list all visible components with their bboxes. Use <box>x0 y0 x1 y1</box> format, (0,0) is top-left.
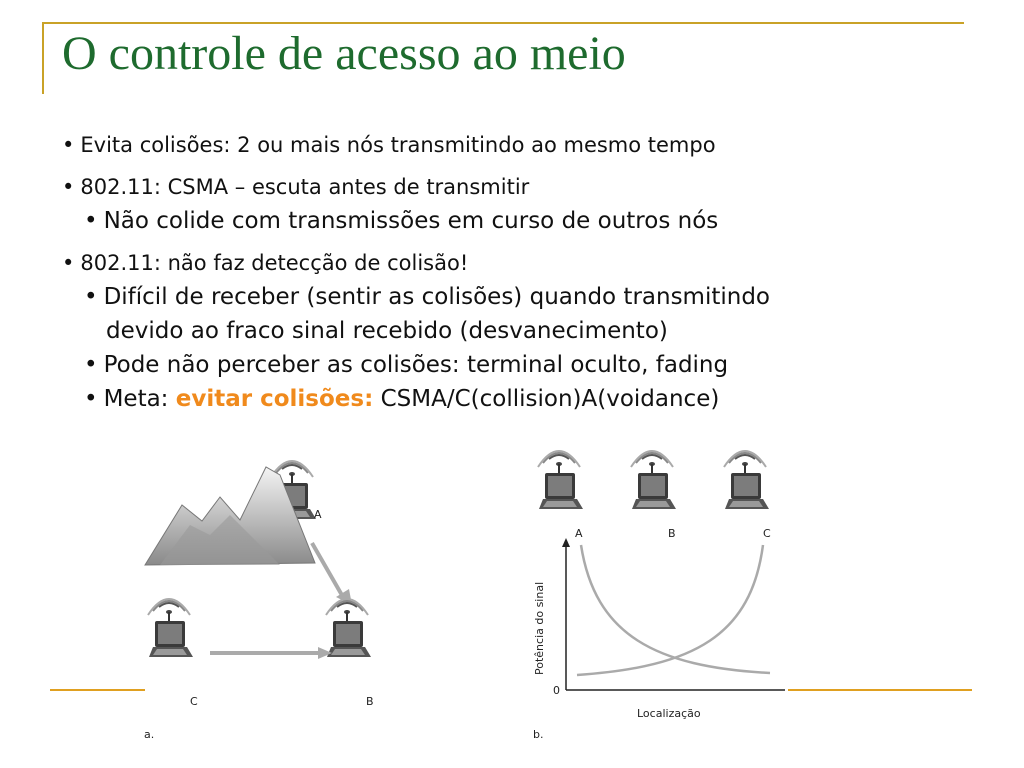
mountain-icon <box>145 467 315 565</box>
bullet-dot: • <box>84 208 98 234</box>
figure-a-caption: a. <box>144 728 155 741</box>
laptop-icon-a <box>538 451 583 509</box>
bottom-rule-right <box>788 689 972 691</box>
bullet-dot: • <box>62 133 75 157</box>
bullet-list <box>62 128 962 416</box>
laptop-icon-c <box>724 451 769 509</box>
bullet-dot: • <box>84 386 98 412</box>
bullet-text: Não colide com transmissões em curso de outros nós <box>103 208 719 234</box>
bullet-text: Difícil de receber (sentir as colisões) quando transmitindo <box>103 284 771 310</box>
signal-arrow-a-to-b <box>312 543 343 597</box>
bullet-suffix: CSMA/C(collision)A(voidance) <box>373 386 720 412</box>
title-frame-horizontal <box>42 22 964 24</box>
figure-a-hidden-terminal <box>130 455 420 750</box>
sub-bullet-item <box>62 280 962 314</box>
sub-bullet-item <box>62 204 962 238</box>
node-label-b: B <box>668 527 676 540</box>
node-label-b: B <box>366 695 374 708</box>
bullet-text: Evita colisões: 2 ou mais nós transmitindo ao mesmo tempo <box>80 133 716 157</box>
node-label-c: C <box>190 695 198 708</box>
node-label-c: C <box>763 527 771 540</box>
bullet-dot: • <box>62 175 75 199</box>
bullet-item <box>62 246 962 280</box>
bullet-item <box>62 128 962 162</box>
laptop-icon-c <box>148 599 193 657</box>
sub-bullet-item <box>62 382 962 416</box>
node-label-a: A <box>575 527 583 540</box>
zero-label: 0 <box>553 684 560 697</box>
figure-b-caption: b. <box>533 728 544 741</box>
title-frame-vertical <box>42 22 44 94</box>
bullet-text: Pode não perceber as colisões: terminal oculto, fading <box>103 352 729 378</box>
laptop-icon-b <box>631 451 676 509</box>
x-axis-label: Localização <box>637 707 701 720</box>
bullet-highlight: evitar colisões: <box>175 386 374 412</box>
slide-title: O controle de acesso ao meio <box>62 27 626 80</box>
signal-arrow-head-c-to-b <box>318 647 332 659</box>
bullet-dot: • <box>62 251 75 275</box>
sub-bullet-item <box>62 348 962 382</box>
bullet-dot: • <box>84 352 98 378</box>
bullet-text: devido ao fraco sinal recebido (desvanecimento) <box>106 318 668 344</box>
bullet-text: 802.11: CSMA – escuta antes de transmitir <box>80 175 530 199</box>
y-axis-arrow <box>562 538 570 547</box>
sub-bullet-continuation <box>62 314 962 348</box>
bullet-dot: • <box>84 284 98 310</box>
laptop-icon-b <box>326 599 371 657</box>
node-label-a: A <box>314 508 322 521</box>
y-axis-label: Potência do sinal <box>533 581 546 675</box>
bullet-text: 802.11: não faz detecção de colisão! <box>80 251 469 275</box>
figure-b-signal-fading <box>525 445 795 745</box>
bullet-item <box>62 170 962 204</box>
bullet-prefix: Meta: <box>103 386 176 412</box>
